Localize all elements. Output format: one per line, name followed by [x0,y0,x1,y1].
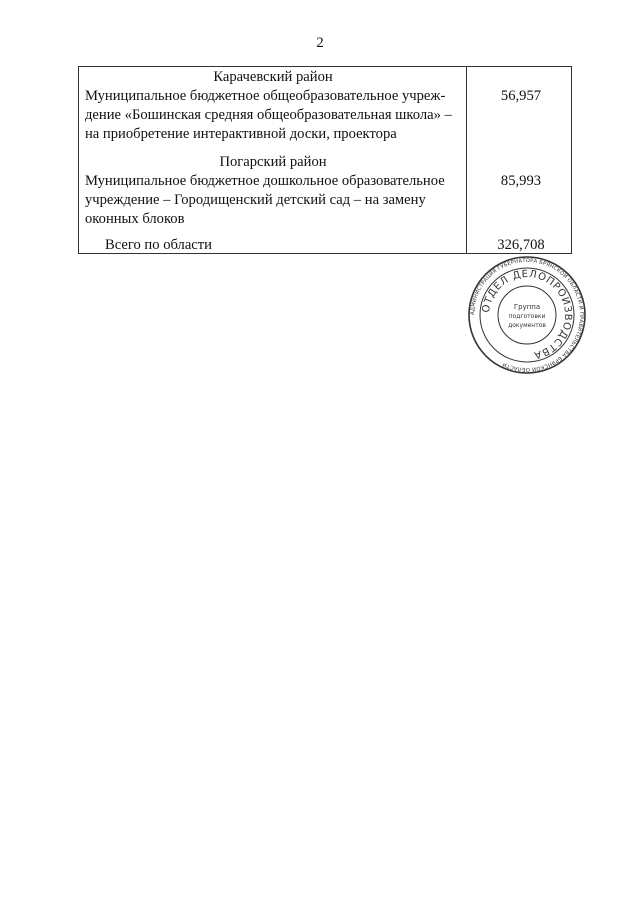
stamp-ring-text: ОТДЕЛ ДЕЛОПРОИЗВОДСТВА [480,268,574,361]
district-name: Погарский район [219,154,327,170]
section-pogar [85,153,461,229]
description-line: оконных блоков [85,211,185,227]
allocation-table [78,66,572,254]
stamp-seal-icon [467,255,587,375]
column-divider [466,67,467,253]
stamp-center-line: Группа [513,303,541,311]
amount-value: 85,993 [500,173,542,189]
amount-value: 56,957 [500,88,542,104]
office-stamp [467,255,587,375]
stamp-center-line: подготовки [508,313,546,320]
description-line: на приобретение интерактивной доски, проектора [85,126,397,142]
description-line: дение «Бошинская средняя общеобразовательная школа» – [85,107,452,123]
district-name: Карачевский район [213,69,333,85]
stamp-outer-text: АДМИНИСТРАЦИЯ ГУБЕРНАТОРА БРЯНСКОЙ ОБЛАСТИ И ПРАВИТЕЛЬСТВА БРЯНСКОЙ ОБЛАСТИ [469,257,585,373]
total-label: Всего по области [105,237,212,253]
description-line: учреждение – Городищенский детский сад – на замену [85,192,426,208]
stamp-center-line: документов [508,322,546,329]
total-value: 326,708 [497,237,545,253]
section-karachev [85,68,461,144]
description-line: Муниципальное бюджетное общеобразовательное учреж- [85,88,446,104]
page-number: 2 [316,35,324,51]
description-line: Муниципальное бюджетное дошкольное образовательное [85,173,445,189]
